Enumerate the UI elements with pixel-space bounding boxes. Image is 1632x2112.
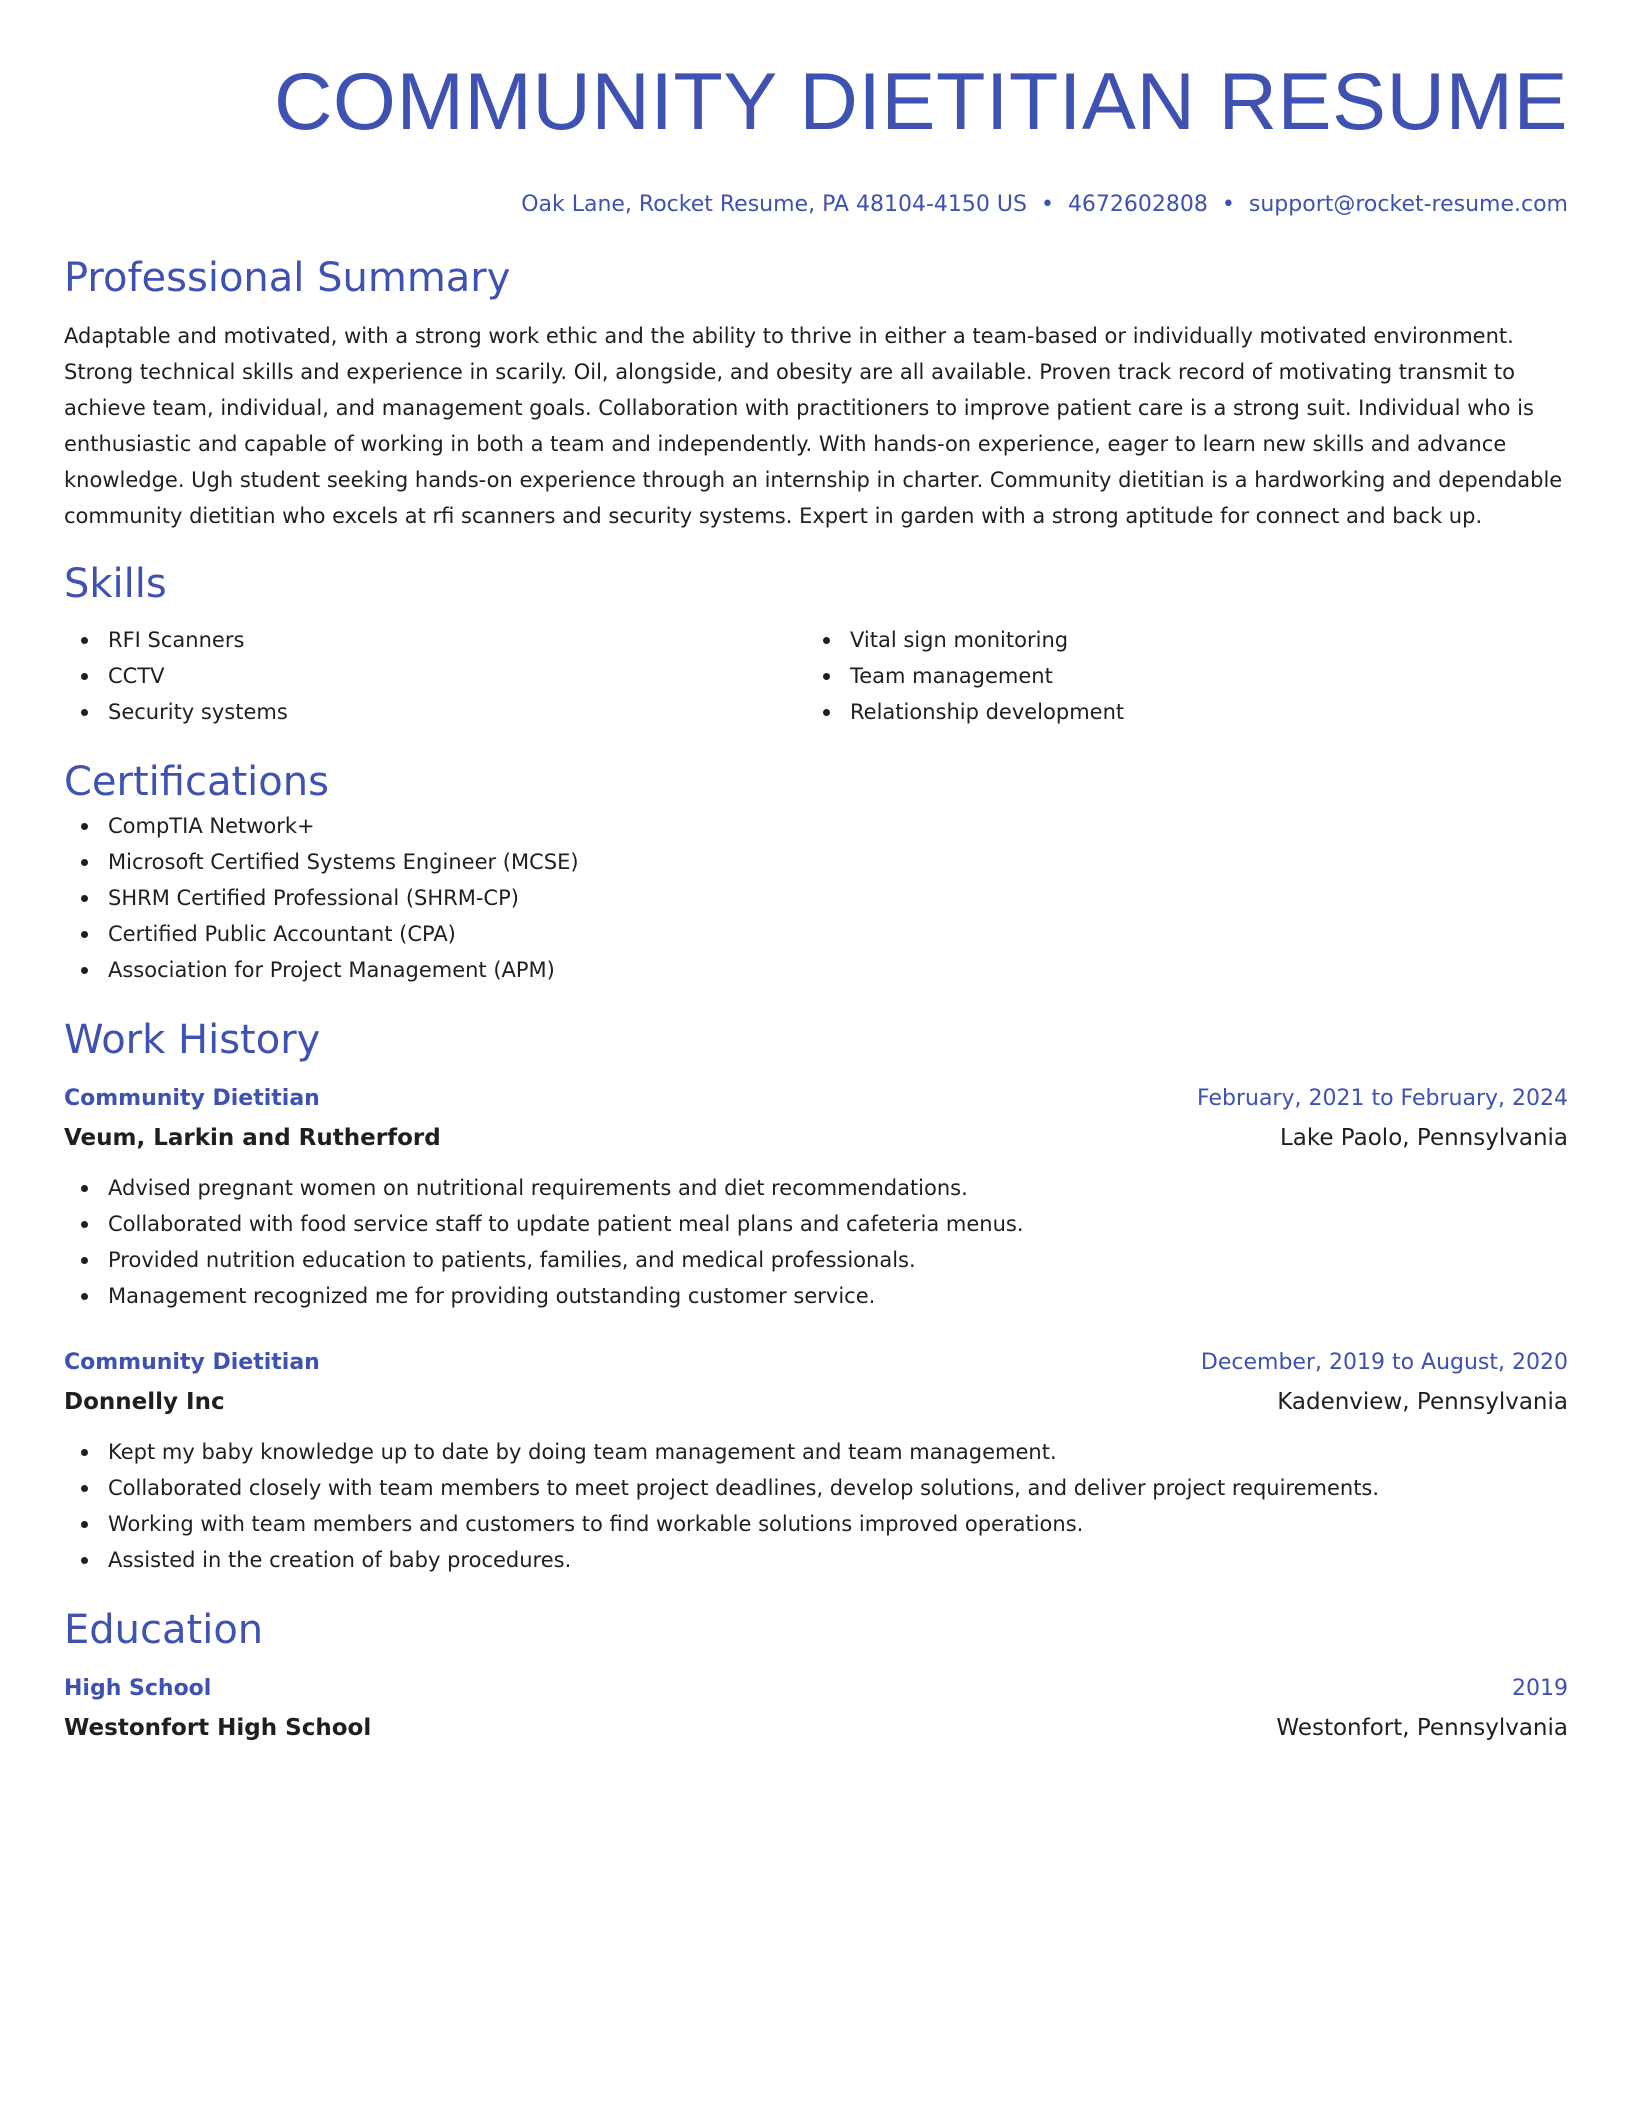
contact-separator: • [1040,192,1054,217]
education-heading: Education [64,1607,264,1653]
job-location: Lake Paolo, Pennsylvania [1279,1125,1568,1151]
job-role: Community Dietitian [64,1086,320,1111]
contact-address: Oak Lane, Rocket Resume, PA 48104-4150 US [521,192,1027,217]
job-dates: February, 2021 to February, 2024 [1197,1086,1568,1111]
skill-item: CCTV [64,658,806,694]
job-duty: Working with team members and customers to find workable solutions improved operations. [64,1506,1568,1542]
education-location: Westonfort, Pennsylvania [1276,1715,1568,1741]
job-duty: Provided nutrition education to patients, families, and medical professionals. [64,1242,1568,1278]
work-history-heading: Work History [64,1017,321,1063]
job-location: Kadenview, Pennsylvania [1277,1389,1568,1415]
skills-list [64,622,1568,730]
job-duty: Collaborated closely with team members to meet project deadlines, develop solutions, and deliver project requirements. [64,1470,1568,1506]
job-duty: Assisted in the creation of baby procedures. [64,1542,1568,1578]
certification-item: Microsoft Certified Systems Engineer (MCSE) [64,844,1568,880]
job-duty: Kept my baby knowledge up to date by doing team management and team management. [64,1434,1568,1470]
certification-item: Certified Public Accountant (CPA) [64,916,1568,952]
skill-item: Security systems [64,694,806,730]
certifications-list [64,808,1568,988]
certifications-heading: Certifications [64,759,329,805]
skill-item: Relationship development [806,694,1548,730]
skills-column-left [64,622,806,730]
contact-email[interactable]: support@rocket-resume.com [1248,192,1568,217]
skills-column-right [806,622,1548,730]
education-entry [64,1670,1568,1748]
job-dates: December, 2019 to August, 2020 [1200,1350,1568,1375]
job-role: Community Dietitian [64,1350,320,1375]
job-duty: Management recognized me for providing outstanding customer service. [64,1278,1568,1314]
job-company: Donnelly Inc [64,1389,225,1415]
certification-item: SHRM Certified Professional (SHRM-CP) [64,880,1568,916]
summary-text: Adaptable and motivated, with a strong work ethic and the ability to thrive in either a team-based or individually motivated environment. Strong technical skills and experience in scarily. Oil, alongside, and obesity are all available. Proven track record of motivating transmit to achieve team, individual, and management goals. Collaboration with practitioners to improve patient care is a strong suit. Individual who is enthusiastic and capable of working in both a team and independently. With hands-on experience, eager to learn new skills and advance knowledge. Ugh student seeking hands-on experience through an internship in charter. Community dietitian is a hardworking and dependable community dietitian who excels at rfi scanners and security systems. Expert in garden with a strong aptitude for connect and back up. [64,324,1563,528]
education-year: 2019 [1512,1676,1568,1701]
contact-separator: • [1221,192,1235,217]
job-entry [64,1080,1568,1314]
certification-item: Association for Project Management (APM) [64,952,1568,988]
skills-heading: Skills [64,561,167,607]
job-duties [64,1434,1568,1578]
skill-item: Team management [806,658,1548,694]
skill-item: RFI Scanners [64,622,806,658]
resume-title: COMMUNITY DIETITIAN RESUME [273,57,1568,147]
education-degree: High School [64,1676,212,1701]
job-duties [64,1170,1568,1314]
resume-page [64,0,1568,1748]
job-duty: Collaborated with food service staff to update patient meal plans and cafeteria menus. [64,1206,1568,1242]
job-company: Veum, Larkin and Rutherford [64,1125,441,1151]
summary-heading: Professional Summary [64,255,511,301]
job-entry [64,1344,1568,1578]
contact-phone: 4672602808 [1067,192,1208,217]
education-school: Westonfort High School [64,1715,372,1741]
certification-item: CompTIA Network+ [64,808,1568,844]
job-duty: Advised pregnant women on nutritional requirements and diet recommendations. [64,1170,1568,1206]
contact-line [64,190,1568,220]
skill-item: Vital sign monitoring [806,622,1548,658]
